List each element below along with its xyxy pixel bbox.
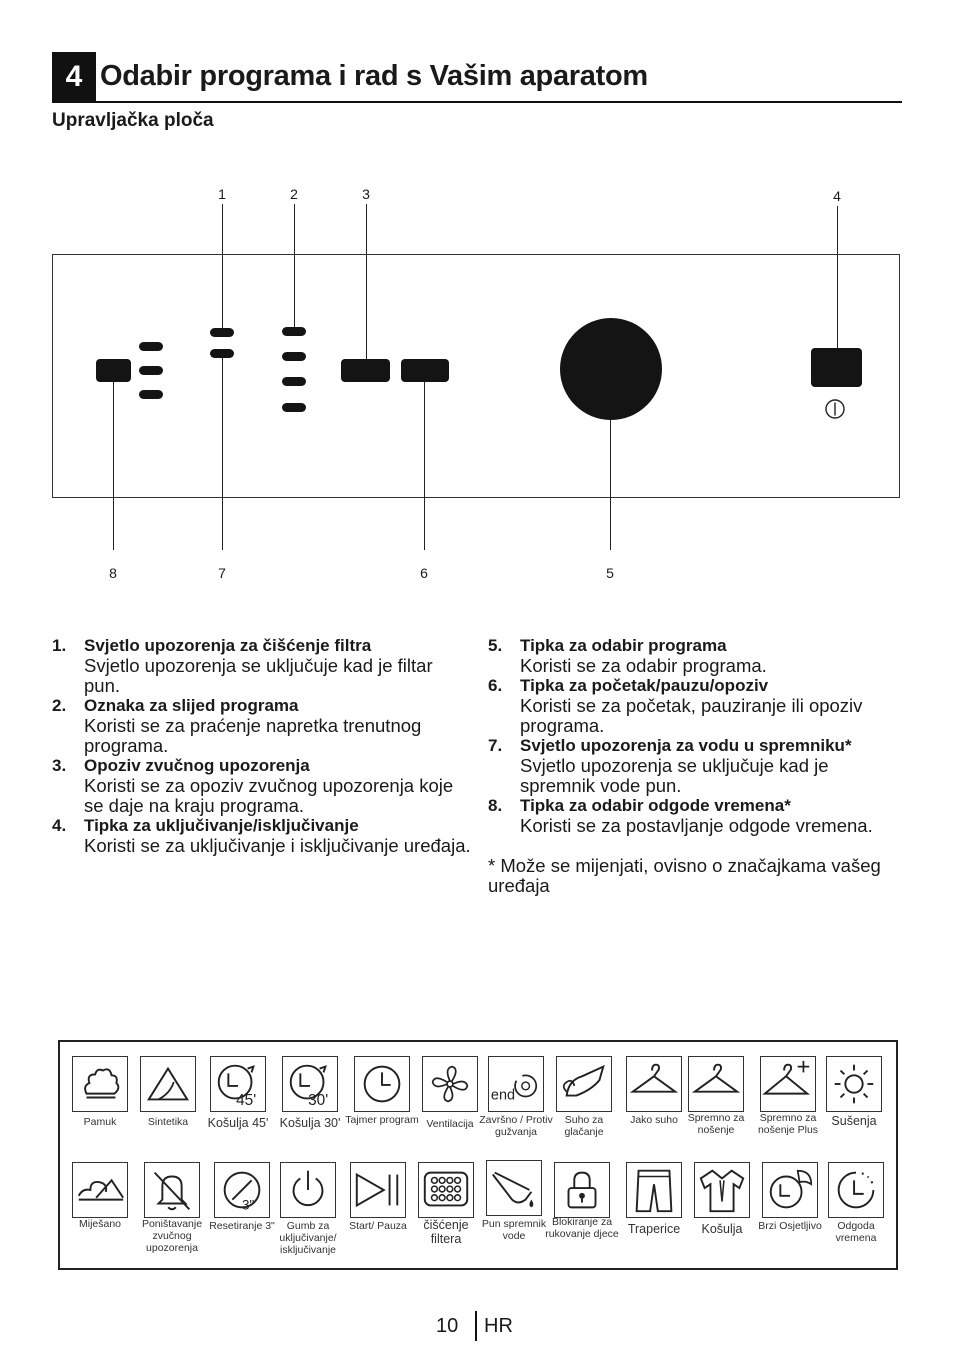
sequence-led-3 xyxy=(282,377,306,386)
description-item-1: 1. Svjetlo upozorenja za čišćenje filtra Svjetlo upozorenja se uključuje kad je filtar pun. xyxy=(52,636,433,696)
filter-warning-led xyxy=(210,328,234,337)
description-item-2: 2. Oznaka za slijed programa Koristi se za praćenje napretka trenutnog programa. xyxy=(52,696,422,756)
timer-program-icon xyxy=(354,1056,410,1112)
sequence-led-1 xyxy=(282,327,306,336)
sequence-led-2 xyxy=(282,352,306,361)
description-item-4: 4. Tipka za uključivanje/isključivanje Koristi se za uključivanje i isključivanje uređaja. xyxy=(52,816,471,856)
section-subtitle: Upravljačka ploča xyxy=(52,110,214,131)
power-button[interactable] xyxy=(811,348,862,387)
leader-7 xyxy=(222,358,223,550)
delay-led-3 xyxy=(139,390,163,399)
alarm-cancel-icon xyxy=(144,1162,200,1218)
delay-led-1 xyxy=(139,342,163,351)
water-tank-led xyxy=(210,349,234,358)
shirt-icon xyxy=(694,1162,750,1218)
shirt-30-timer-icon xyxy=(282,1056,338,1112)
svg-text:end: end xyxy=(490,1087,516,1104)
callout-5: 5 xyxy=(606,565,614,581)
ready-to-wear-plus-icon xyxy=(760,1056,816,1112)
callout-2: 2 xyxy=(290,186,298,202)
leader-5 xyxy=(610,420,611,550)
drying-icon xyxy=(826,1056,882,1112)
shirt-45-timer-icon xyxy=(210,1056,266,1112)
delay-time-icon xyxy=(828,1162,884,1218)
description-item-8: 8. Tipka za odabir odgode vremena* Koristi se za postavljanje odgode vremena. xyxy=(488,796,873,836)
description-item-5: 5. Tipka za odabir programa Koristi se za odabir programa. xyxy=(488,636,767,676)
leader-8 xyxy=(113,382,114,550)
callout-6: 6 xyxy=(420,565,428,581)
chapter-number: 4 xyxy=(52,52,96,102)
chapter-title: Odabir programa i rad s Vašim aparatom xyxy=(100,60,648,92)
ventilation-icon xyxy=(422,1056,478,1112)
jeans-icon xyxy=(626,1162,682,1218)
filter-clean-icon xyxy=(418,1162,474,1218)
alarm-cancel-button[interactable] xyxy=(341,359,390,382)
descriptions-left xyxy=(52,636,472,856)
end-anticrease-icon xyxy=(488,1056,544,1112)
sequence-led-4 xyxy=(282,403,306,412)
svg-text:30': 30' xyxy=(308,1092,329,1110)
descriptions-right xyxy=(488,636,903,896)
callout-1: 1 xyxy=(218,186,226,202)
delay-time-button[interactable] xyxy=(96,359,131,382)
symbols-legend: Pamuk Sintetika 45' Košulja 45' 30' Košulja 30' Tajmer program Ventilacija end Završno / Protiv gužvanja Suho za glačanje Jako suho Spremno za nošenje Spremno za nošenje Plus Sušenja Miješano Poništavanje zvučnog upozorenja 3" Resetiranje 3" Gumb za uključivanje/ isključivanje Start/ Pauza čišćenje filtera Pun spremnik vode Blokiranje za rukovanje djece Traperice Košulja Brzi Osjetljivo Odgoda vremena xyxy=(58,1040,898,1270)
footnote: * Može se mijenjati, ovisno o značajkama vašeg uređaja xyxy=(488,855,881,896)
extra-dry-icon xyxy=(626,1056,682,1112)
page-number: 10 xyxy=(436,1315,459,1337)
description-item-7: 7. Svjetlo upozorenja za vodu u spremniku* Svjetlo upozorenja se uključuje kad je spremnik vode pun. xyxy=(488,736,852,796)
callout-7: 7 xyxy=(218,565,226,581)
power-icon xyxy=(824,398,846,420)
callout-8: 8 xyxy=(109,565,117,581)
cotton-icon xyxy=(72,1056,128,1112)
reset-3s-icon xyxy=(214,1162,270,1218)
callout-3: 3 xyxy=(362,186,370,202)
mixed-icon xyxy=(72,1162,128,1218)
start-pause-icon xyxy=(350,1162,406,1218)
description-item-6: 6. Tipka za početak/pauzu/opoziv Koristi se za početak, pauziranje ili opoziv programa. xyxy=(488,676,863,736)
quick-delicate-icon xyxy=(762,1162,818,1218)
ready-to-wear-icon xyxy=(688,1056,744,1112)
description-item-3: 3. Opoziv zvučnog upozorenja Koristi se za opoziv zvučnog upozorenja koje se daje na kraju programa. xyxy=(52,756,454,816)
control-panel-frame xyxy=(52,254,900,498)
iron-dry-icon xyxy=(556,1056,612,1112)
program-selector-knob[interactable] xyxy=(560,318,662,420)
callout-4: 4 xyxy=(833,188,841,204)
svg-text:3": 3" xyxy=(242,1197,255,1213)
synthetics-icon xyxy=(140,1056,196,1112)
footer-divider xyxy=(475,1311,477,1341)
start-pause-button[interactable] xyxy=(401,359,449,382)
language-code: HR xyxy=(484,1315,513,1337)
chapter-divider xyxy=(52,101,902,103)
leader-6 xyxy=(424,382,425,550)
delay-led-2 xyxy=(139,366,163,375)
water-tank-full-icon xyxy=(486,1160,542,1216)
power-button-icon xyxy=(280,1162,336,1218)
svg-text:45': 45' xyxy=(236,1092,257,1110)
child-lock-icon xyxy=(554,1162,610,1218)
